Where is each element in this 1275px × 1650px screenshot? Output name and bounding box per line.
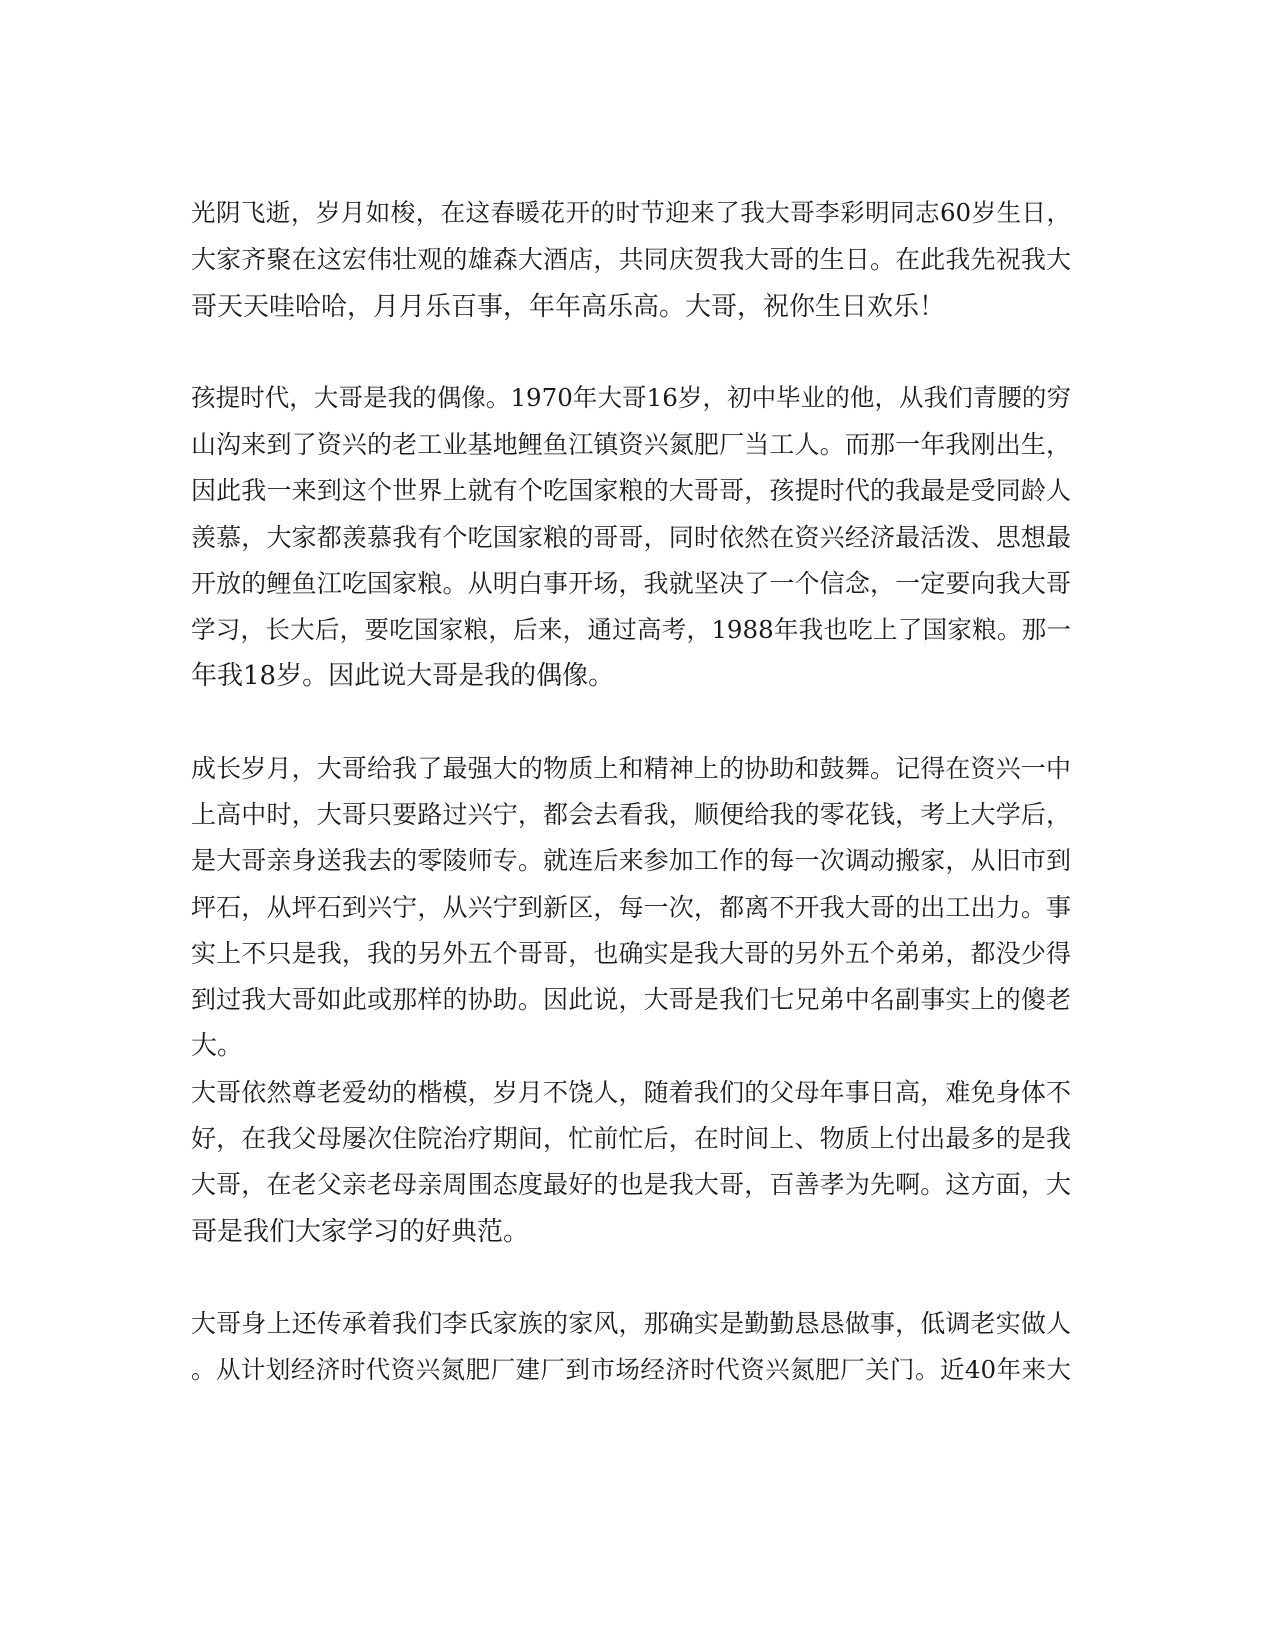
text-line: 光阴飞逝，岁月如梭，在这春暖花开的时节迎来了我大哥李彩明同志60岁生日，	[191, 198, 1071, 227]
text-line: 哥是我们大家学习的好典范。	[191, 1217, 530, 1247]
text-line: 孩提时代，大哥是我的偶像。1970年大哥16岁，初中毕业的他，从我们青腰的穷	[191, 383, 1071, 412]
text-line: 学习，长大后，要吃国家粮，后来，通过高考，1988年我也吃上了国家粮。那一	[191, 615, 1071, 644]
text-line: 大哥依然尊老爱幼的楷模，岁月不饶人，随着我们的父母年事日高，难免身体不	[191, 1078, 1071, 1107]
text-line: 大家齐聚在这宏伟壮观的雄森大酒店，共同庆贺我大哥的生日。在此我先祝我大	[191, 245, 1071, 274]
text-line: 到过我大哥如此或那样的协助。因此说，大哥是我们七兄弟中名副事实上的傻老	[191, 985, 1071, 1014]
text-line: 大哥身上还传承着我们李氏家族的家风，那确实是勤勤恳恳做事，低调老实做人	[191, 1309, 1071, 1338]
text-line: 羡慕，大家都羡慕我有个吃国家粮的哥哥，同时依然在资兴经济最活泼、思想最	[191, 523, 1071, 552]
text-line: 上高中时，大哥只要路过兴宁，都会去看我，顺便给我的零花钱，考上大学后，	[191, 800, 1071, 829]
text-line: 年我18岁。因此说大哥是我的偶像。	[191, 661, 615, 691]
text-line: 开放的鲤鱼江吃国家粮。从明白事开场，我就坚决了一个信念，一定要向我大哥	[191, 569, 1071, 598]
text-line: 好，在我父母屡次住院治疗期间，忙前忙后，在时间上、物质上付出最多的是我	[191, 1124, 1071, 1153]
text-line: 实上不只是我，我的另外五个哥哥，也确实是我大哥的另外五个弟弟，都没少得	[191, 939, 1071, 968]
text-line: 是大哥亲身送我去的零陵师专。就连后来参加工作的每一次调动搬家，从旧市到	[191, 846, 1071, 875]
text-line: 成长岁月，大哥给我了最强大的物质上和精神上的协助和鼓舞。记得在资兴一中	[191, 754, 1071, 783]
text-line: 大哥，在老父亲老母亲周围态度最好的也是我大哥，百善孝为先啊。这方面，大	[191, 1170, 1071, 1199]
text-line: 大。	[191, 1031, 244, 1061]
text-line: 山沟来到了资兴的老工业基地鲤鱼江镇资兴氮肥厂当工人。而那一年我刚出生，	[191, 430, 1071, 459]
text-line: 因此我一来到这个世界上就有个吃国家粮的大哥哥，孩提时代的我最是受同龄人	[191, 476, 1071, 505]
text-line: 哥天天哇哈哈，月月乐百事，年年高乐高。大哥，祝你生日欢乐！	[191, 292, 946, 322]
text-line: 。从计划经济时代资兴氮肥厂建厂到市场经济时代资兴氮肥厂关门。近40年来大	[191, 1355, 1071, 1384]
text-line: 坪石，从坪石到兴宁，从兴宁到新区，每一次，都离不开我大哥的出工出力。事	[191, 893, 1071, 922]
